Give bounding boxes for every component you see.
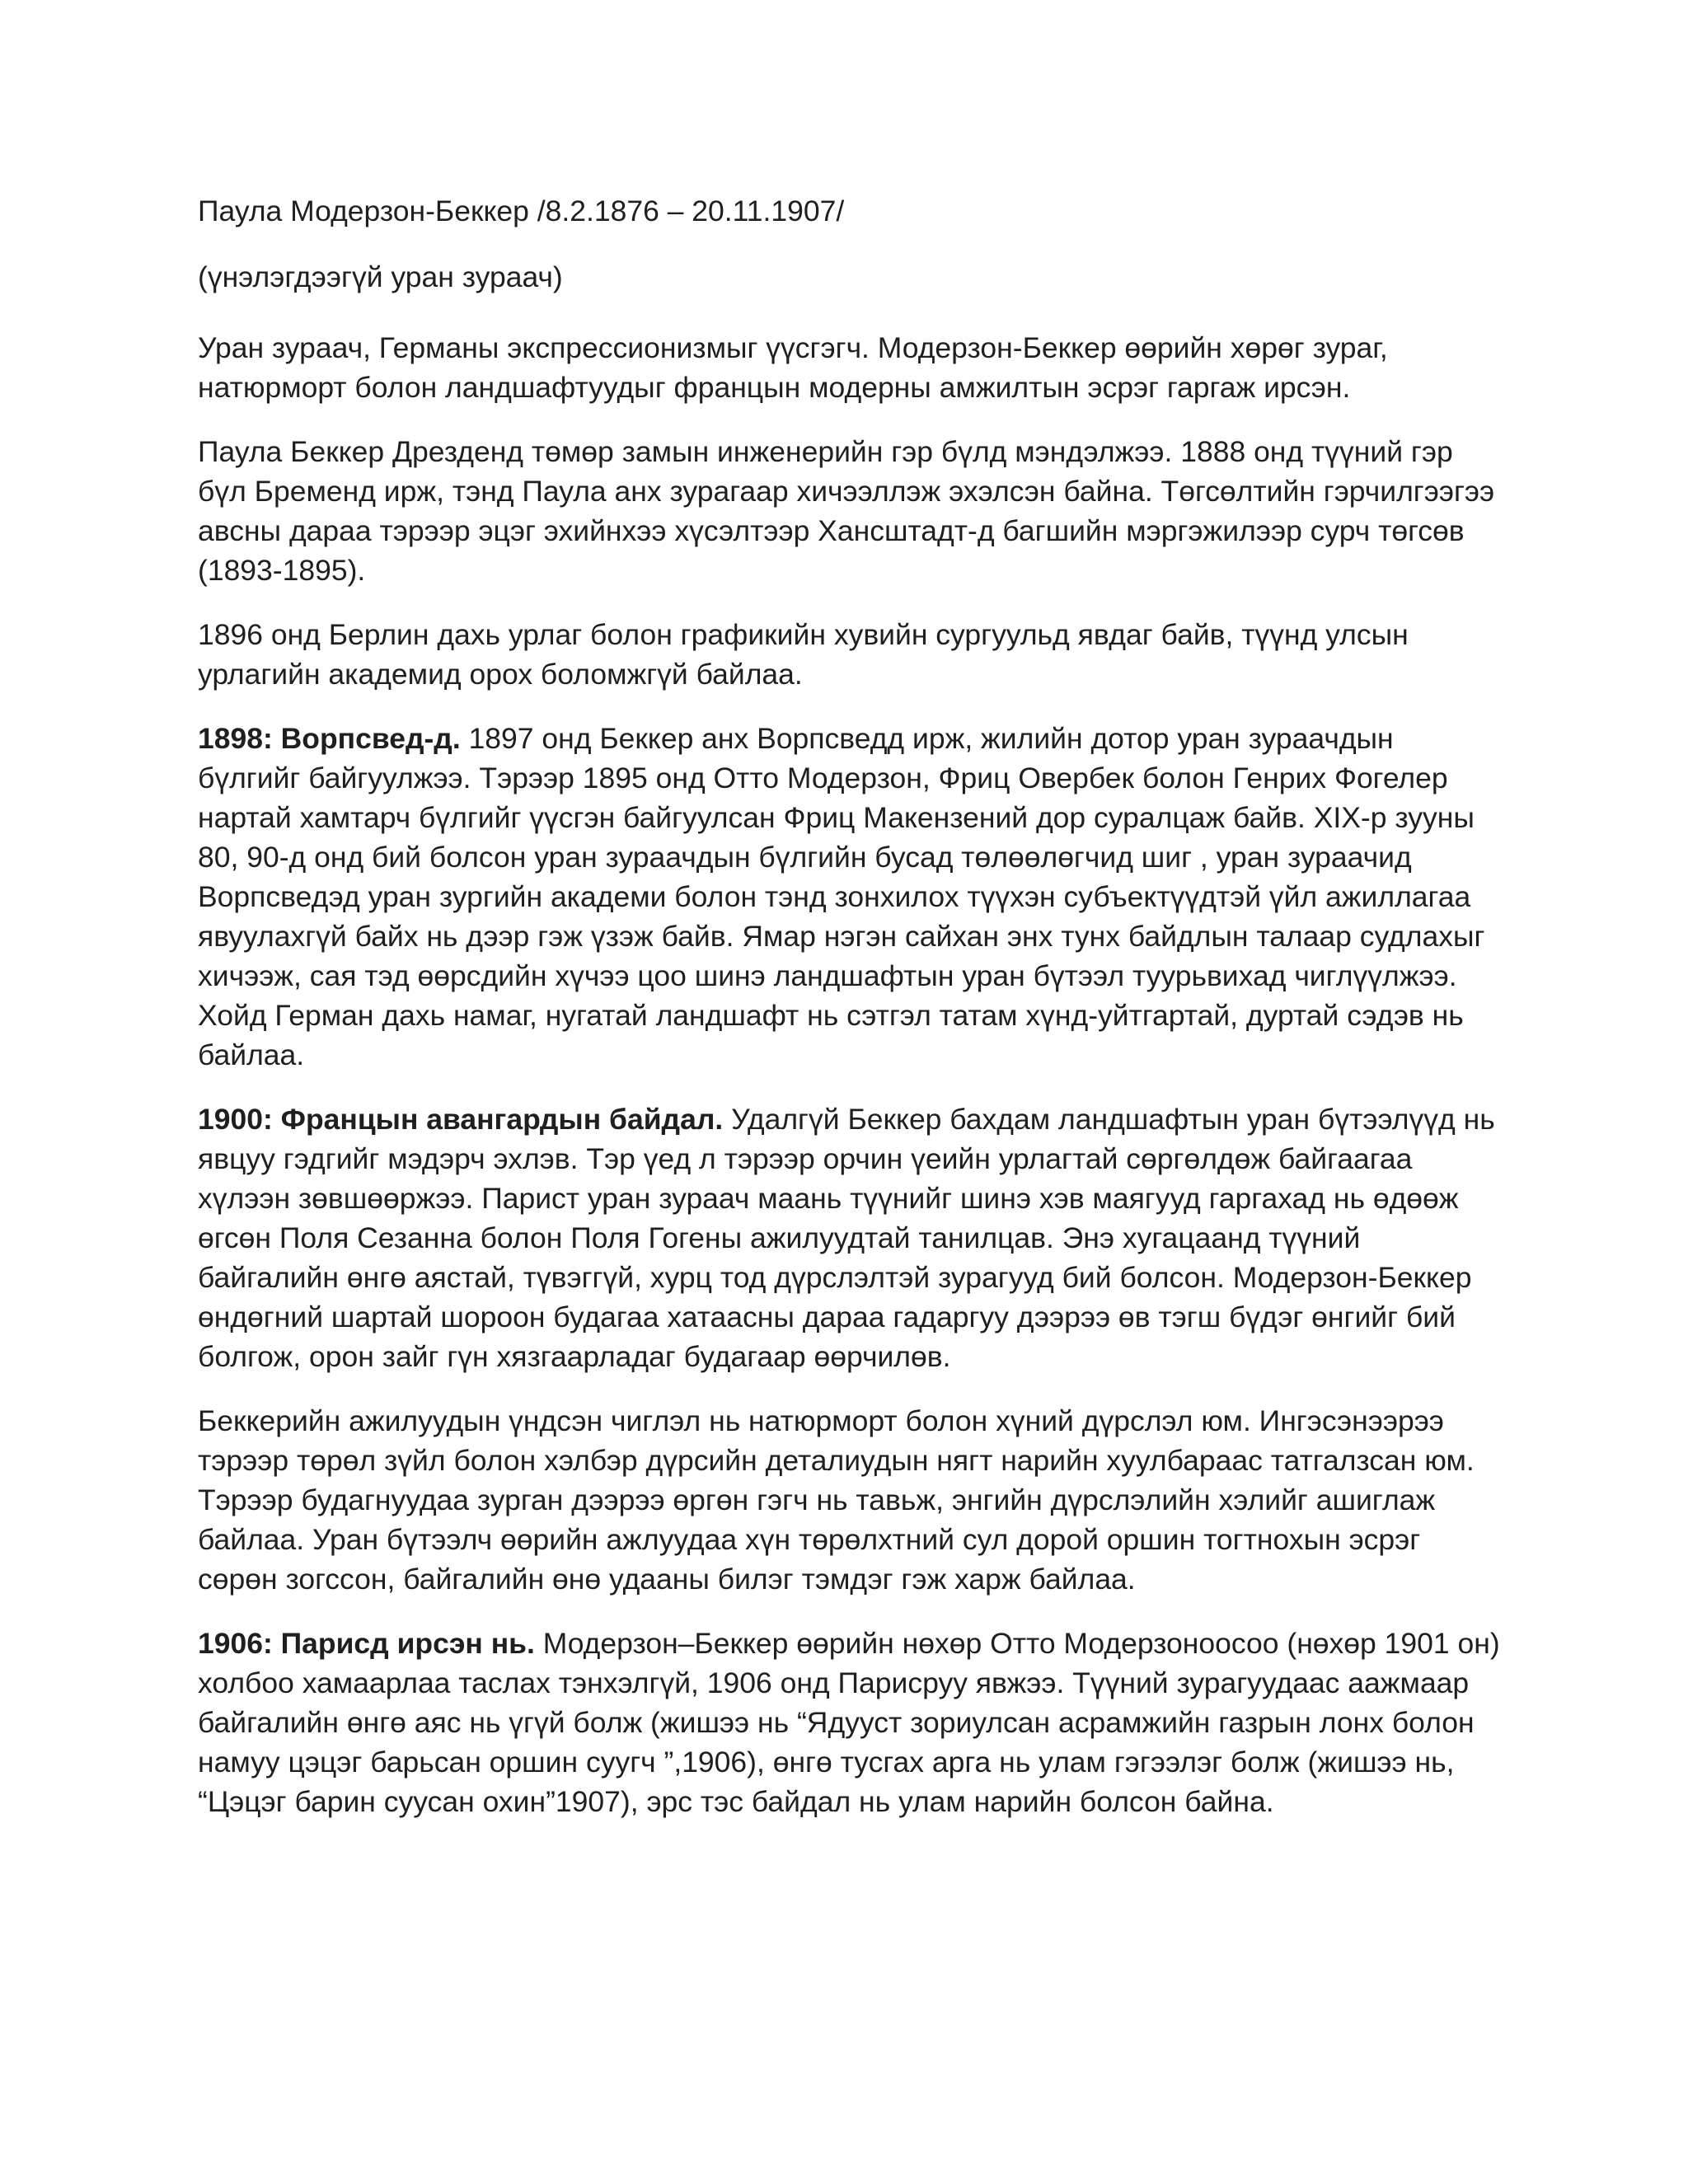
- document-title: Паула Модерзон-Беккер /8.2.1876 – 20.11.1907/: [198, 194, 845, 227]
- paragraph-heading: 1898: Ворпсвед-д.: [198, 722, 461, 755]
- paragraph-avantgarde: [198, 1099, 1500, 1376]
- paragraph-paris: [198, 1624, 1500, 1821]
- document-subtitle: (үнэлэгдээгүй уран зураач): [198, 260, 563, 293]
- paragraph-text: Уран зураач, Германы экспрессионизмыг үүсгэгч. Модерзон-Беккер өөрийн хөрөг зураг, натюрморт болон ландшафтуудыг францын модерны амжилтын эсрэг гаргаж ирсэн.: [198, 331, 1388, 404]
- paragraph-text: 1897 онд Беккер анх Ворпсведд ирж, жилийн дотор уран зураачдын бүлгийг байгуулжээ. Тэрээр 1895 онд Отто Модерзон, Фриц Овербек болон Генрих Фогелер нартай хамтарч бүлгийг үүсгэн байгуулсан Фриц Макензений дор суралцаж байв. XIX-р зууны 80, 90-д онд бий болсон уран зураачдын бүлгийн бусад төлөөлөгчид шиг , уран зураачид Ворпсведэд уран зургийн академи болон тэнд зонхилох түүхэн субъектүүдтэй үйл ажиллагаа явуулахгүй байх нь дээр гэж үзэж байв. Ямар нэгэн сайхан энх тунх байдлын талаар судлахыг хичээж, сая тэд өөрсдийн хүчээ цоо шинэ ландшафтын уран бүтээл туурьвихад чиглүүлжээ. Хойд Герман дахь намаг, нугатай ландшафт нь сэтгэл татам хүнд-уйтгартай, дуртай сэдэв нь байлаа.: [198, 722, 1485, 1071]
- document-page: [198, 191, 1500, 1846]
- paragraph-text: Удалгүй Беккер бахдам ландшафтын уран бүтээлүүд нь явцуу гэдгийг мэдэрч эхлэв. Тэр үед л тэрээр орчин үеийн урлагтай сөргөлдөж байгаагаа хүлээн зөвшөөржээ. Парист уран зураач маань түүнийг шинэ хэв маягууд гаргахад нь өдөөж өгсөн Поля Сезанна болон Поля Гогены ажилуудтай танилцав. Энэ хугацаанд түүний байгалийн өнгө аястай, түвэггүй, хурц тод дүрслэлтэй зурагууд бий болсон. Модерзон-Беккер өндөгний шартай шороон будагаа хатаасны дараа гадаргуу дээрээ өв тэгш бүдэг өнгийг бий болгож, орон зайг гүн хязгаарладаг будагаар өөрчилөв.: [198, 1103, 1495, 1373]
- paragraph-early-life: [198, 432, 1500, 590]
- paragraph-worpswede: [198, 719, 1500, 1075]
- paragraph-text: Беккерийн ажилуудын үндсэн чиглэл нь натюрморт болон хүний дүрслэл юм. Ингэсэнээрээ тэрээр төрөл зүйл болон хэлбэр дүрсийн деталиудын нягт нарийн хуулбараас татгалзсан юм. Тэрээр будагнуудаа зурган дээрээ өргөн гэгч нь тавьж, энгийн дүрслэлийн хэлийг ашиглаж байлаа. Уран бүтээлч өөрийн ажлуудаа хүн төрөлхтний сул дорой оршин тогтнохын эсрэг сөрөн зогссон, байгалийн өнө удааны билэг тэмдэг гэж харж байлаа.: [198, 1404, 1475, 1596]
- paragraph-text: Модерзон–Беккер өөрийн нөхөр Отто Модерзоноосоо (нөхөр 1901 он) холбоо хамаарлаа таслах тэнхэлгүй, 1906 онд Парисруу явжээ. Түүний зурагуудаас аажмаар байгалийн өнгө аяс нь үгүй болж (жишээ нь “Ядууст зориулсан асрамжийн газрын лонх болон намуу цэцэг барьсан оршин суугч ”,1906), өнгө тусгах арга нь улам гэгээлэг болж (жишээ нь, “Цэцэг барин суусан охин”1907), эрс тэс байдал нь улам нарийн болсон байна.: [198, 1627, 1500, 1818]
- paragraph-main-direction: [198, 1401, 1500, 1599]
- paragraph-intro: [198, 328, 1500, 407]
- paragraph-heading: 1900: Францын авангардын байдал.: [198, 1103, 724, 1136]
- paragraph-berlin: [198, 615, 1500, 694]
- paragraph-text: Паула Беккер Дрезденд төмөр замын инженерийн гэр бүлд мэндэлжээ. 1888 онд түүний гэр бүл Бременд ирж, тэнд Паула анх зурагаар хичээллэж эхэлсэн байна. Төгсөлтийн гэрчилгээгээ авсны дараа тэрээр эцэг эхийнхээ хүсэлтээр Хансштадт-д багшийн мэргэжилээр сурч төгсөв (1893-1895).: [198, 435, 1495, 587]
- paragraph-heading: 1906: Парисд ирсэн нь.: [198, 1627, 535, 1660]
- paragraph-text: 1896 онд Берлин дахь урлаг болон графикийн хувийн сургуульд явдаг байв, түүнд улсын урлагийн академид орох боломжгүй байлаа.: [198, 618, 1409, 691]
